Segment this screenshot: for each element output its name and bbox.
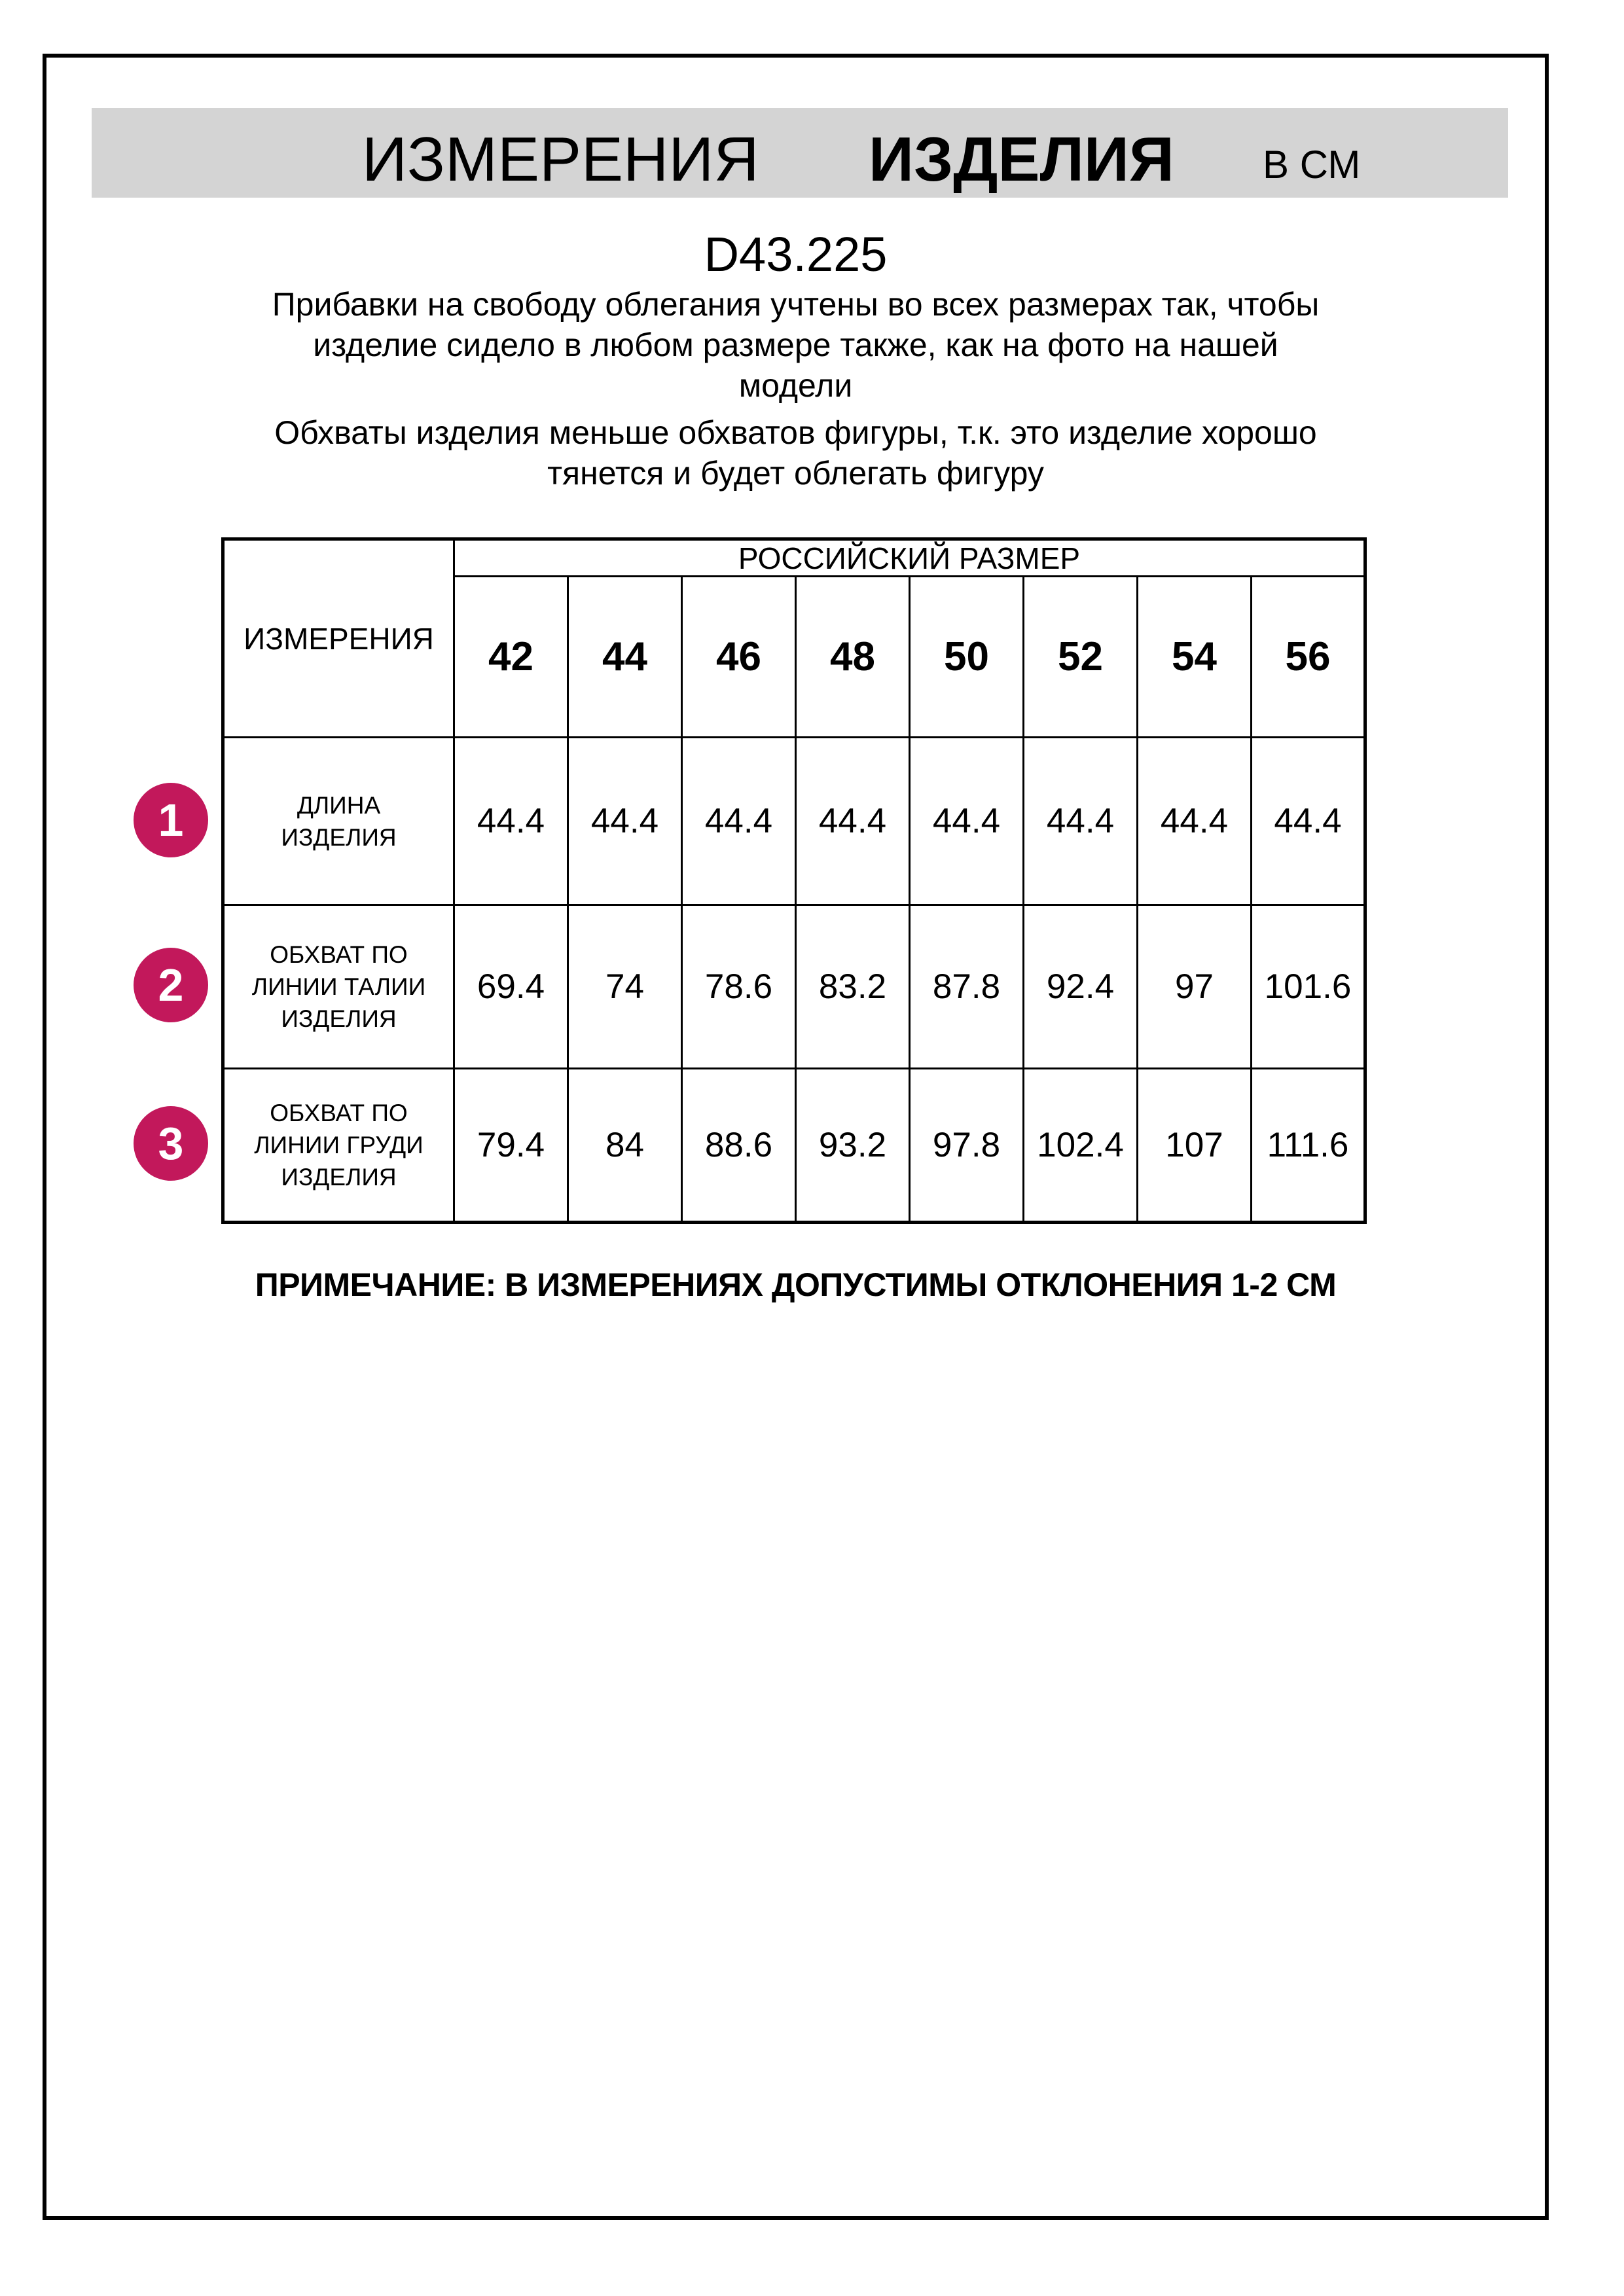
table-row-chest <box>223 1069 1365 1223</box>
value-cell: 102.4 <box>1024 1069 1138 1223</box>
row-label <box>223 738 454 905</box>
value-cell: 78.6 <box>682 905 796 1069</box>
row-number-badge-3 <box>134 1106 208 1181</box>
row-label <box>223 1069 454 1223</box>
value-cell: 101.6 <box>1252 905 1365 1069</box>
size-header-cell: 46 <box>682 577 796 738</box>
table-row-length <box>223 738 1365 905</box>
size-table <box>221 537 1367 1224</box>
value-cell: 44.4 <box>568 738 682 905</box>
value-cell: 44.4 <box>1138 738 1252 905</box>
value-cell: 74 <box>568 905 682 1069</box>
value-cell: 44.4 <box>1252 738 1365 905</box>
row-number: 3 <box>158 1118 184 1169</box>
intro-line: Обхваты изделия меньше обхватов фигуры, т.к. это изделие хорошо <box>274 414 1317 451</box>
size-header-cell: 50 <box>910 577 1024 738</box>
title-banner <box>92 108 1508 198</box>
intro-line: изделие сидело в любом размере также, как на фото на нашей <box>313 327 1278 363</box>
row-label-line: ОБХВАТ ПО <box>270 1100 408 1126</box>
row-label-line: ИЗДЕЛИЯ <box>281 1164 397 1191</box>
row-number-badge-2 <box>134 948 208 1022</box>
value-cell: 87.8 <box>910 905 1024 1069</box>
size-header-cell: 42 <box>454 577 568 738</box>
intro-line: тянется и будет облегать фигуру <box>547 455 1044 492</box>
value-cell: 44.4 <box>796 738 910 905</box>
size-header-cell: 52 <box>1024 577 1138 738</box>
row-number-badge-1 <box>134 783 208 857</box>
size-header-cell: 44 <box>568 577 682 738</box>
value-cell: 44.4 <box>454 738 568 905</box>
russian-size-header: РОССИЙСКИЙ РАЗМЕР <box>454 539 1365 577</box>
row-label-line: ИЗДЕЛИЯ <box>281 823 397 851</box>
row-label <box>223 905 454 1069</box>
table-row-waist <box>223 905 1365 1069</box>
value-cell: 83.2 <box>796 905 910 1069</box>
value-cell: 44.4 <box>682 738 796 905</box>
title-product: ИЗДЕЛИЯ <box>869 124 1174 194</box>
size-header-cell: 56 <box>1252 577 1365 738</box>
value-cell: 107 <box>1138 1069 1252 1223</box>
value-cell: 97 <box>1138 905 1252 1069</box>
row-label-line: ИЗДЕЛИЯ <box>281 1005 397 1032</box>
size-header-cell: 54 <box>1138 577 1252 738</box>
value-cell: 92.4 <box>1024 905 1138 1069</box>
tolerance-note: ПРИМЕЧАНИЕ: В ИЗМЕРЕНИЯХ ДОПУСТИМЫ ОТКЛОНЕНИЯ 1-2 СМ <box>255 1266 1337 1303</box>
row-label-line: ЛИНИИ ТАЛИИ <box>251 973 426 1000</box>
intro-paragraph-fit <box>43 284 1549 406</box>
value-cell: 97.8 <box>910 1069 1024 1223</box>
table-group-header-row <box>223 539 1365 577</box>
row-label-line: ЛИНИИ ГРУДИ <box>254 1132 424 1158</box>
value-cell: 44.4 <box>1024 738 1138 905</box>
row-label-line: ОБХВАТ ПО <box>270 941 408 968</box>
product-code: D43.225 <box>704 227 888 281</box>
value-cell: 69.4 <box>454 905 568 1069</box>
value-cell: 84 <box>568 1069 682 1223</box>
size-header-cell: 48 <box>796 577 910 738</box>
intro-paragraph-stretch <box>43 412 1549 493</box>
title-measurements: ИЗМЕРЕНИЯ <box>362 124 759 194</box>
row-number: 2 <box>158 960 184 1011</box>
value-cell: 79.4 <box>454 1069 568 1223</box>
value-cell: 88.6 <box>682 1069 796 1223</box>
title-unit: В СМ <box>1263 143 1361 187</box>
value-cell: 93.2 <box>796 1069 910 1223</box>
intro-line: Прибавки на свободу облегания учтены во всех размерах так, чтобы <box>272 286 1320 323</box>
value-cell: 44.4 <box>910 738 1024 905</box>
value-cell: 111.6 <box>1252 1069 1365 1223</box>
row-number: 1 <box>158 795 184 846</box>
measurements-column-header: ИЗМЕРЕНИЯ <box>223 539 454 738</box>
row-label-line: ДЛИНА <box>297 791 381 819</box>
intro-line: модели <box>738 367 853 404</box>
